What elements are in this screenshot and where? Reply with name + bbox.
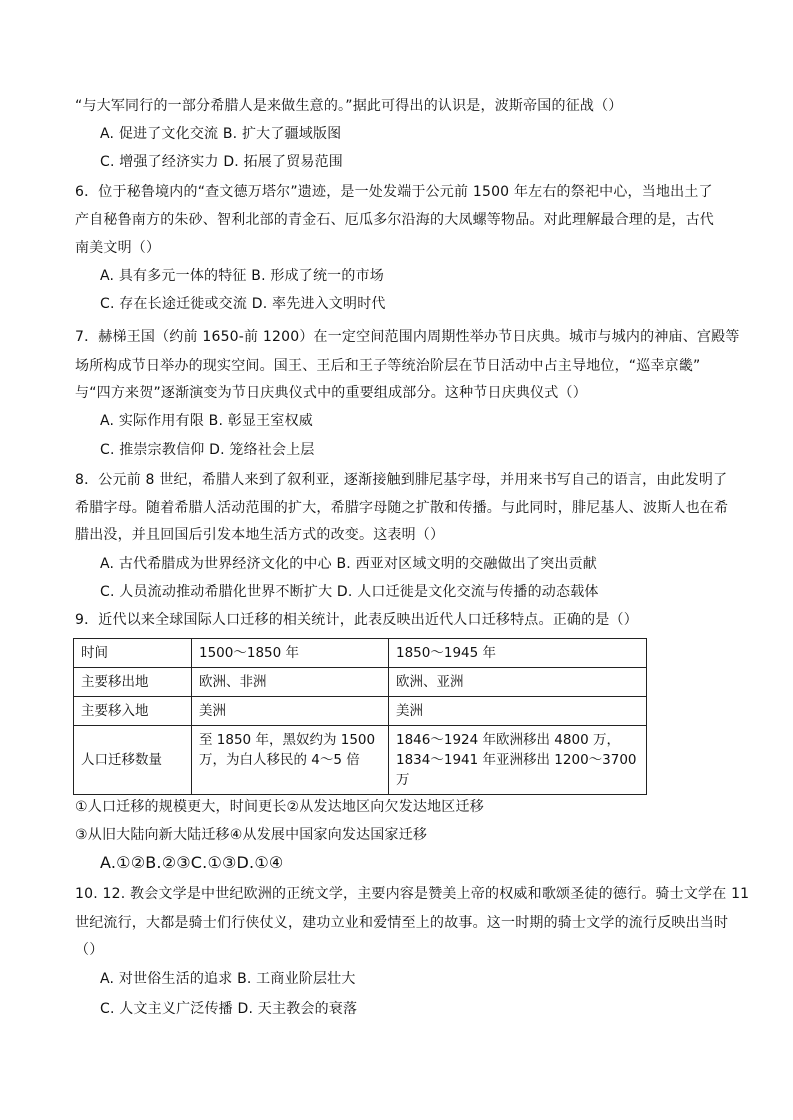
table-cell: 人口迁移数量: [74, 726, 192, 795]
q6-line-2: 产自秘鲁南方的朱砂、智利北部的青金石、厄瓜多尔沿海的大凤螺等物品。对此理解最合理的是，古代: [75, 212, 714, 228]
table-cell: 欧洲、非洲: [192, 668, 389, 697]
q5-options-cd: C. 增强了经济实力 D. 拓展了贸易范围: [100, 154, 344, 170]
q8-line-3: 腊出没，并且回国后引发本地生活方式的改变。这表明（）: [75, 527, 445, 543]
table-cell: 1850～1945 年: [389, 639, 647, 668]
q7-line-1: 7．赫梯王国（约前 1650-前 1200）在一定空间范围内周期性举办节日庆典。城市与城内的神庙、宫殿等: [75, 329, 740, 345]
q8-line-1: 8．公元前 8 世纪，希腊人来到了叙利亚，逐渐接触到腓尼基字母，并用来书写自己的语言，由此发明了: [75, 472, 728, 488]
table-row: [74, 726, 647, 795]
q9-options: A.①②B.②③C.①③D.①④: [100, 853, 284, 872]
q10-options-ab: A. 对世俗生活的追求 B. 工商业阶层壮大: [100, 971, 356, 987]
table-row: [74, 697, 647, 726]
table-row: [74, 668, 647, 697]
q9-items-3-4: ③从旧大陆向新大陆迁移④从发展中国家向发达国家迁移: [75, 827, 428, 843]
q10-options-cd: C. 人文主义广泛传播 D. 天主教会的衰落: [100, 1001, 358, 1017]
q10-line-2: 世纪流行，大都是骑士们行侠仗义，建功立业和爱情至上的故事。这一时期的骑士文学的流行反映出当时: [75, 915, 729, 931]
q6-line-1: 6．位于秘鲁境内的“查文德万塔尔”遗迹，是一处发端于公元前 1500 年左右的祭祀中心，当地出土了: [75, 184, 713, 200]
table-cell: 1846～1924 年欧洲移出 4800 万，1834～1941 年亚洲移出 1200～3700 万: [389, 726, 647, 795]
q7-line-2: 场所构成节日举办的现实空间。国王、王后和王子等统治阶层在节日活动中占主导地位，“巡幸京畿”: [75, 358, 701, 374]
table-cell: 美洲: [192, 697, 389, 726]
table-cell: 1500～1850 年: [192, 639, 389, 668]
q6-line-3: 南美文明（）: [75, 240, 161, 256]
migration-table: [73, 638, 647, 795]
q9-items-1-2: ①人口迁移的规模更大，时间更长②从发达地区向欠发达地区迁移: [75, 799, 484, 815]
table-cell: 主要移出地: [74, 668, 192, 697]
q8-line-2: 希腊字母。随着希腊人活动范围的扩大，希腊字母随之扩散和传播。与此同时，腓尼基人、波斯人也在希: [75, 500, 729, 516]
table-cell: 欧洲、亚洲: [389, 668, 647, 697]
table-cell: 美洲: [389, 697, 647, 726]
q10-line-1: 10. 12. 教会文学是中世纪欧洲的正统文学，主要内容是赞美上帝的权威和歌颂圣徒的德行。骑士文学在 11: [75, 886, 750, 902]
q8-options-ab: A. 古代希腊成为世界经济文化的中心 B. 西亚对区域文明的交融做出了突出贡献: [100, 556, 597, 572]
q10-line-3: （）: [75, 942, 104, 958]
table-row: [74, 639, 647, 668]
table-cell: 至 1850 年，黑奴约为 1500 万，为白人移民的 4～5 倍: [192, 726, 389, 795]
q8-options-cd: C. 人员流动推动希腊化世界不断扩大 D. 人口迁徙是文化交流与传播的动态载体: [100, 584, 599, 600]
q7-options-cd: C. 推崇宗教信仰 D. 笼络社会上层: [100, 442, 315, 458]
q7-line-3: 与“四方来贺”逐渐演变为节日庆典仪式中的重要组成部分。这种节日庆典仪式（）: [75, 385, 587, 401]
q9-stem: 9．近代以来全球国际人口迁移的相关统计，此表反映出近代人口迁移特点。正确的是（）: [75, 612, 638, 628]
q7-options-ab: A. 实际作用有限 B. 彰显王室权威: [100, 413, 313, 429]
q6-options-cd: C. 存在长途迁徙或交流 D. 率先进入文明时代: [100, 296, 386, 312]
q5-stem-tail: “与大军同行的一部分希腊人是来做生意的。”据此可得出的认识是，波斯帝国的征战（）: [75, 98, 623, 114]
table-cell: 时间: [74, 639, 192, 668]
q5-options-ab: A. 促进了文化交流 B. 扩大了疆域版图: [100, 126, 342, 142]
table-cell: 主要移入地: [74, 697, 192, 726]
q6-options-ab: A. 具有多元一体的特征 B. 形成了统一的市场: [100, 268, 384, 284]
